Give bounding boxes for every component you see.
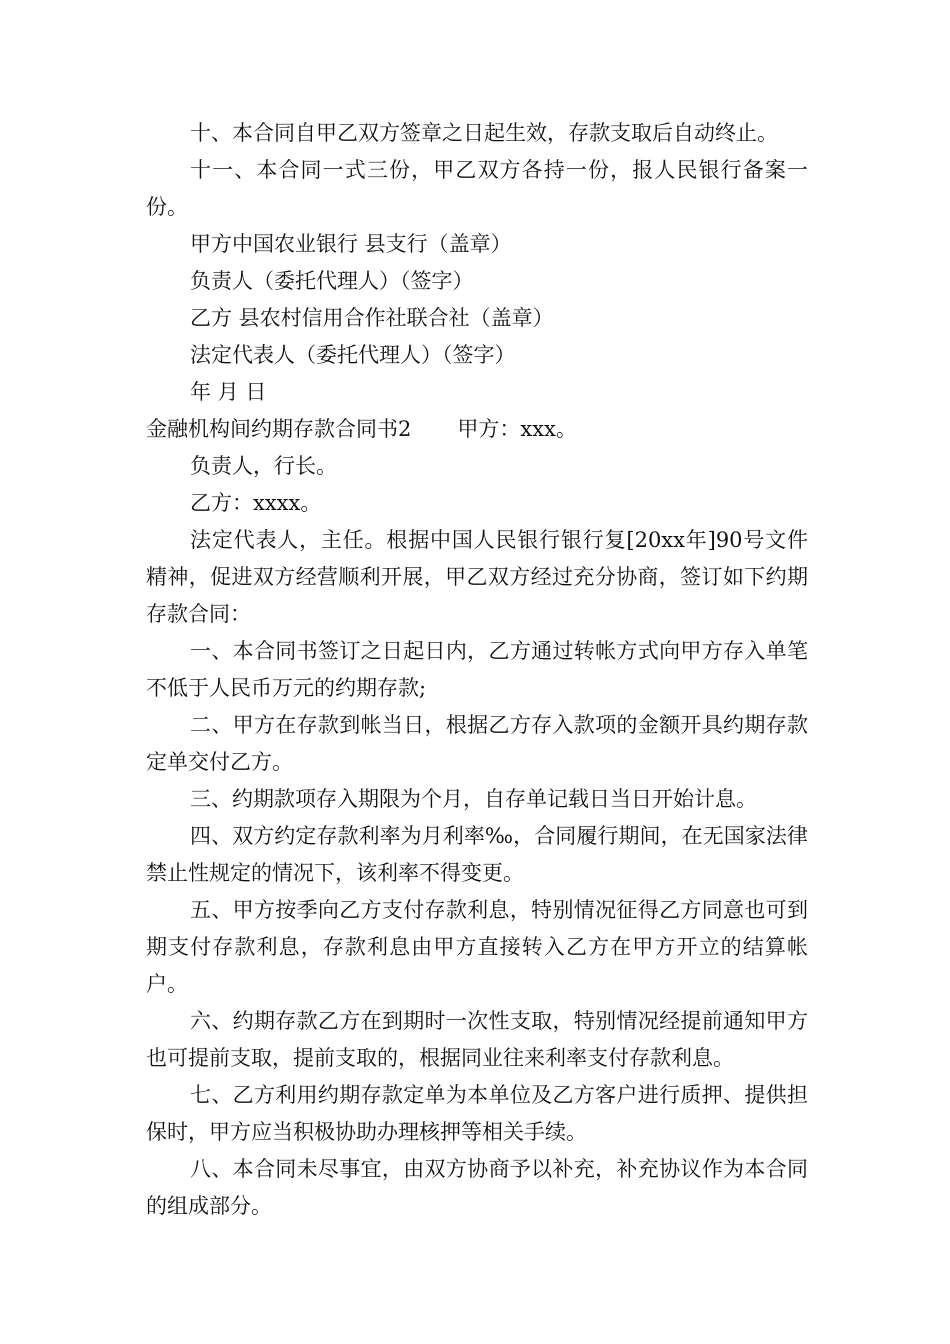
date-line: 年 月 日 xyxy=(190,380,267,404)
clause-1-paragraph: 一、本合同书签订之日起日内，乙方通过转帐方式向甲方存入单笔不低于人民币万元的约期存款; xyxy=(146,639,808,700)
clause-10-paragraph: 十、本合同自甲乙双方签章之日起生效，存款支取后自动终止。 xyxy=(190,121,778,145)
clause-5-paragraph: 五、甲方按季向乙方支付存款利息，特别情况征得乙方同意也可到期支付存款利息，存款利息由甲方直接转入乙方在甲方开立的结算帐户。 xyxy=(146,898,808,996)
clause-11-paragraph: 十一、本合同一式三份，甲乙双方各持一份，报人民银行备案一份。 xyxy=(146,158,808,219)
clause-6-paragraph: 六、约期存款乙方在到期时一次性支取，特别情况经提前通知甲方也可提前支取，提前支取的，根据同业往来利率支付存款利息。 xyxy=(146,1009,808,1070)
party-a-representative-signature-line: 负责人（委托代理人）（签字） xyxy=(190,269,474,293)
contract-title: 金融机构间约期存款合同书2 xyxy=(146,417,412,441)
clause-8-paragraph: 八、本合同未尽事宜，由双方协商予以补充，补充协议作为本合同的组成部分。 xyxy=(146,1157,808,1218)
party-a-label: 甲方：xxx。 xyxy=(457,417,577,441)
party-b-representative-signature-line: 法定代表人（委托代理人）（签字） xyxy=(190,343,516,367)
clause-2-paragraph: 二、甲方在存款到帐当日，根据乙方存入款项的金额开具约期存款定单交付乙方。 xyxy=(146,713,808,774)
party-a-signature-line: 甲方中国农业银行 县支行（盖章） xyxy=(190,232,512,256)
party-b-signature-line: 乙方 县农村信用合作社联合社（盖章） xyxy=(190,306,554,330)
party-a-leader-line: 负责人，行长。 xyxy=(190,454,337,478)
party-b-line: 乙方：xxxx。 xyxy=(190,491,322,515)
clause-7-paragraph: 七、乙方利用约期存款定单为本单位及乙方客户进行质押、提供担保时，甲方应当积极协助办理核押等相关手续。 xyxy=(146,1083,808,1144)
clause-4-paragraph: 四、双方约定存款利率为月利率‰，合同履行期间，在无国家法律禁止性规定的情况下，该利率不得变更。 xyxy=(146,824,808,885)
contract-title-line xyxy=(146,411,808,448)
clause-3-paragraph: 三、约期款项存入期限为个月，自存单记载日当日开始计息。 xyxy=(190,787,757,811)
document-body xyxy=(146,115,808,1225)
preamble-paragraph: 法定代表人，主任。根据中国人民银行银行复[20xx年]90号文件精神，促进双方经营顺利开展，甲乙双方经过充分协商，签订如下约期存款合同： xyxy=(146,528,808,626)
